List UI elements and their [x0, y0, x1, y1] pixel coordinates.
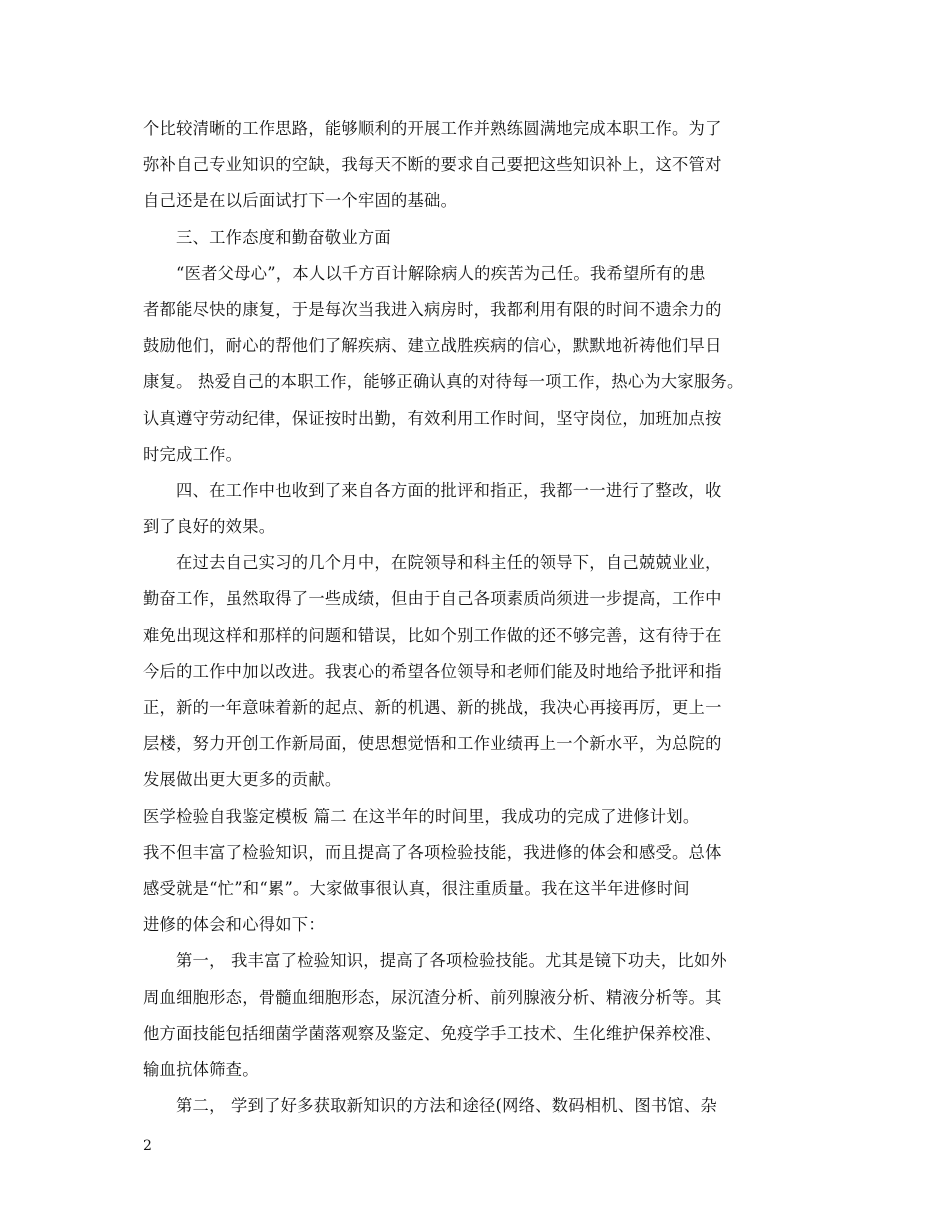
- text-line: 时完成工作。: [143, 444, 243, 464]
- text-line: 认真遵守劳动纪律，保证按时出勤，有效利用工作时间，坚守岗位，加班加点按: [143, 408, 722, 428]
- text-line: 鼓励他们，耐心的帮他们了解疾病、建立战胜疾病的信心，默默地祈祷他们早日: [143, 336, 722, 356]
- text-line: 周血细胞形态，骨髓血细胞形态，尿沉渣分析、前列腺液分析、精液分析等。其: [143, 987, 722, 1007]
- text-line: 到了良好的效果。: [143, 517, 276, 537]
- text-line: 第一， 我丰富了检验知识，提高了各项检验技能。尤其是镜下功夫，比如外: [176, 951, 727, 971]
- text-line: 弥补自己专业知识的空缺，我每天不断的要求自己要把这些知识补上，这不管对: [143, 155, 722, 175]
- text-line: 医学检验自我鉴定模板 篇二 在这半年的时间里，我成功的完成了进修计划。: [143, 806, 700, 826]
- text-line: 正，新的一年意味着新的起点、新的机遇、新的挑战，我决心再接再厉，更上一: [143, 698, 722, 717]
- text-line: 在过去自己实习的几个月中，在院领导和科主任的领导下，自己兢兢业业，: [176, 553, 722, 573]
- text-line: 我不但丰富了检验知识，而且提高了各项检验技能，我进修的体会和感受。总体: [143, 842, 722, 862]
- text-line: 他方面技能包括细菌学菌落观察及鉴定、免疫学手工技术、生化维护保养校准、: [143, 1023, 722, 1043]
- text-line: 勤奋工作，虽然取得了一些成绩，但由于自己各项素质尚须进一步提高，工作中: [143, 589, 722, 609]
- text-line: 者都能尽快的康复，于是每次当我进入病房时，我都利用有限的时间不遗余力的: [143, 299, 722, 319]
- text-line: 今后的工作中加以改进。我衷心的希望各位领导和老师们能及时地给予批评和指: [143, 661, 722, 681]
- text-line: 发展做出更大更多的贡献。: [143, 770, 342, 790]
- text-line: 个比较清晰的工作思路，能够顺利的开展工作并熟练圆满地完成本职工作。为了: [143, 119, 722, 138]
- text-line: 进修的体会和心得如下：: [143, 915, 325, 935]
- text-line: 自己还是在以后面试打下一个牢固的基础。: [143, 191, 458, 211]
- text-line: 输血抗体筛查。: [143, 1059, 259, 1079]
- text-line: 第二， 学到了好多获取新知识的方法和途径(网络、数码相机、图书馆、杂: [176, 1096, 718, 1116]
- text-line: 康复。 热爱自己的本职工作，能够正确认真的对待每一项工作，热心为大家服务。: [143, 372, 744, 392]
- text-line: 感受就是“忙”和“累”。大家做事很认真，很注重质量。我在这半年进修时间: [143, 878, 690, 898]
- text-line: 三、工作态度和勤奋敬业方面: [176, 227, 391, 247]
- text-line: 层楼，努力开创工作新局面，使思想觉悟和工作业绩再上一个新水平，为总院的: [143, 734, 722, 754]
- text-line: 四、在工作中也收到了来自各方面的批评和指正，我都一一进行了整改，收: [176, 480, 722, 500]
- body-text: [143, 111, 813, 1124]
- text-line: “医者父母心”，本人以千方百计解除病人的疾苦为己任。我希望所有的患: [176, 263, 706, 283]
- page-number: 2: [143, 1138, 152, 1154]
- text-line: 难免出现这样和那样的问题和错误，比如个别工作做的还不够完善，这有待于在: [143, 625, 722, 645]
